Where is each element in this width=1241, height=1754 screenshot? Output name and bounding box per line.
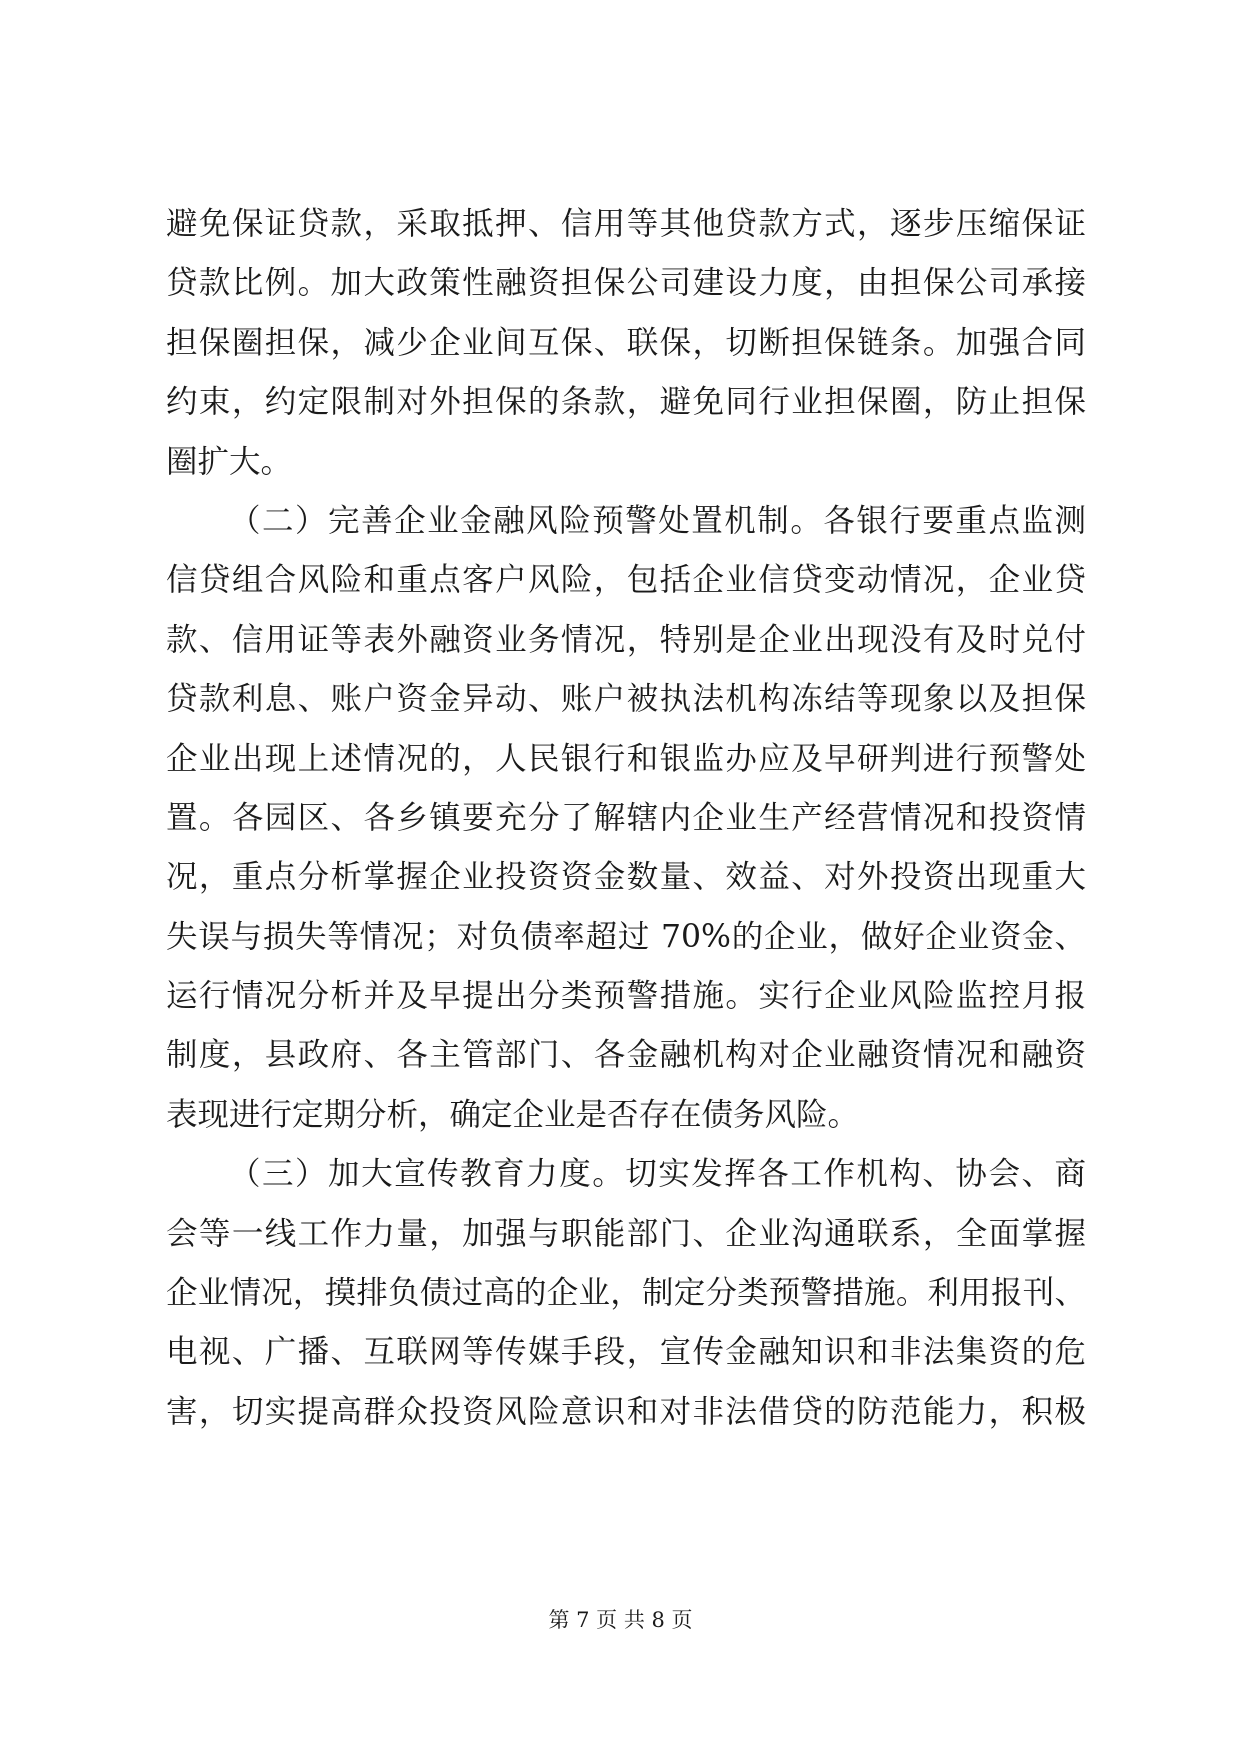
text-line: 担保圈担保，减少企业间互保、联保，切断担保链条。加强合同 — [166, 324, 1086, 361]
text-line: 约束，约定限制对外担保的条款，避免同行业担保圈，防止担保 — [166, 384, 1086, 421]
text-line: 制度，县政府、各主管部门、各金融机构对企业融资情况和融资 — [166, 1037, 1086, 1074]
text-line: （二）完善企业金融风险预警处置机制。各银行要重点监测 — [229, 502, 1086, 539]
body-text — [166, 195, 1086, 1442]
text-line: 信贷组合风险和重点客户风险，包括企业信贷变动情况，企业贷 — [166, 562, 1086, 599]
text-line: 运行情况分析并及早提出分类预警措施。实行企业风险监控月报 — [166, 978, 1086, 1015]
page-footer: 第 7 页 共 8 页 — [548, 1608, 693, 1632]
text-line: 企业出现上述情况的，人民银行和银监办应及早研判进行预警处 — [166, 740, 1086, 777]
text-line: 款、信用证等表外融资业务情况，特别是企业出现没有及时兑付 — [166, 621, 1086, 658]
text-line: 置。各园区、各乡镇要充分了解辖内企业生产经营情况和投资情 — [166, 799, 1086, 836]
text-line: 况，重点分析掌握企业投资资金数量、效益、对外投资出现重大 — [166, 859, 1086, 896]
text-line: 避免保证贷款，采取抵押、信用等其他贷款方式，逐步压缩保证 — [166, 206, 1086, 242]
text-line: 电视、广播、互联网等传媒手段，宣传金融知识和非法集资的危 — [166, 1334, 1086, 1371]
text-line: 贷款比例。加大政策性融资担保公司建设力度，由担保公司承接 — [166, 265, 1086, 302]
text-line: 会等一线工作力量，加强与职能部门、企业沟通联系，全面掌握 — [166, 1215, 1086, 1252]
text-line: 失误与损失等情况；对负债率超过 70%的企业，做好企业资金、 — [166, 918, 1086, 955]
text-line: 贷款利息、账户资金异动、账户被执法机构冻结等现象以及担保 — [166, 681, 1086, 718]
text-line: （三）加大宣传教育力度。切实发挥各工作机构、协会、商 — [229, 1156, 1086, 1193]
text-line: 害，切实提高群众投资风险意识和对非法借贷的防范能力，积极 — [166, 1393, 1086, 1430]
text-line: 表现进行定期分析，确定企业是否存在债务风险。 — [166, 1096, 860, 1133]
text-line: 企业情况，摸排负债过高的企业，制定分类预警措施。利用报刊、 — [166, 1275, 1086, 1312]
text-line: 圈扩大。 — [166, 443, 293, 480]
